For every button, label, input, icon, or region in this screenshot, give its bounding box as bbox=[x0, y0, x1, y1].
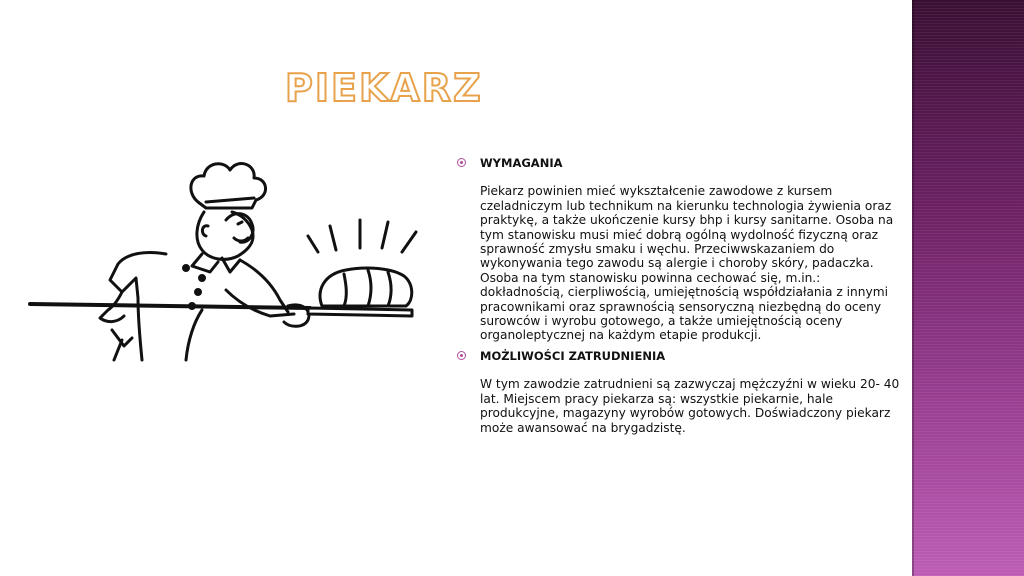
section-heading: WYMAGANIA bbox=[480, 156, 563, 170]
list-item-requirements bbox=[455, 156, 907, 343]
decorative-side-band bbox=[912, 0, 1024, 576]
slide-title: PIEKARZ bbox=[285, 66, 483, 110]
content-list bbox=[455, 156, 907, 441]
baker-with-peel-and-bread-icon bbox=[26, 150, 422, 372]
bullet-icon bbox=[457, 351, 466, 360]
section-text: W tym zawodzie zatrudnieni są zazwyczaj mężczyźni w wieku 20- 40 lat. Miejscem pracy piekarza są: wszystkie piekarnie, hale produkcyjne, magazyny wyrobów gotowych. Doświadczony piekarz może awansować na brygadzistę. bbox=[480, 377, 900, 435]
list-item-employment bbox=[455, 349, 907, 435]
section-text: Piekarz powinien mieć wykształcenie zawodowe z kursem czeladniczym lub technikum na kierunku technologia żywienia oraz praktykę, a także ukończenie kursy bhp i kursy sanitarne. Osoba na tym stanowisku musi mieć dobrą ogólną wydolność fizyczną oraz sprawność zmysłu smaku i węchu. Przeciwwskazaniem do wykonywania tego zawodu są alergie i choroby skóry, padaczka. Osoba na tym stanowisku powinna cechować się, m.in.: dokładnością, cierpliwością, umiejętnością współdziałania z innymi pracownikami oraz sprawnością sensoryczną niezbędną do oceny surowców i wyrobu gotowego, a także umiejętnością oceny organoleptycznej na każdym etapie produkcji. bbox=[480, 184, 894, 343]
section-heading: MOŻLIWOŚCI ZATRUDNIENIA bbox=[480, 348, 666, 363]
bullet-icon bbox=[457, 158, 466, 167]
